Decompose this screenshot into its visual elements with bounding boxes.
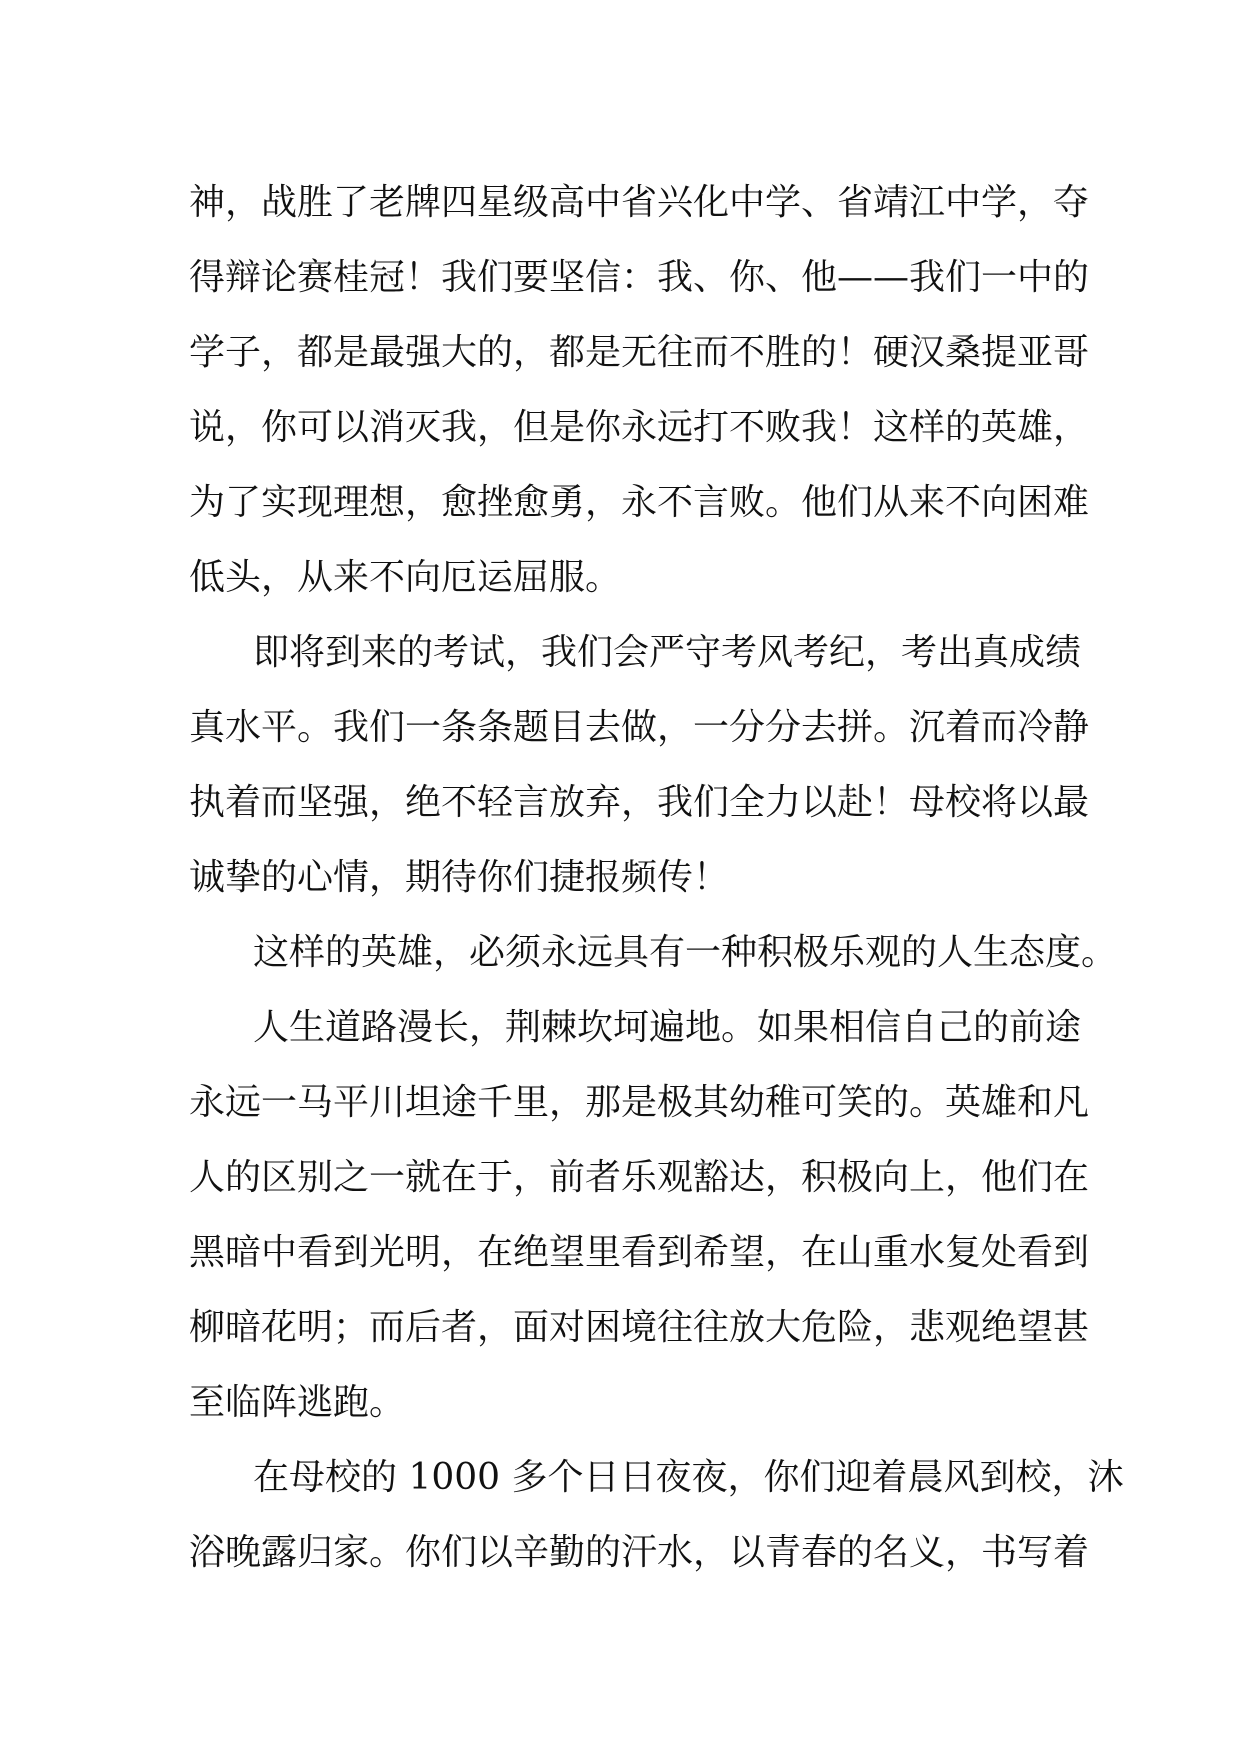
text-line: 诚挚的心情，期待你们捷报频传！ <box>189 857 730 898</box>
text-line: 在母校的 1000 多个日日夜夜，你们迎着晨风到校，沐 <box>253 1457 1124 1498</box>
text-line: 说，你可以消灭我，但是你永远打不败我！这样的英雄， <box>189 407 1090 448</box>
text-line: 得辩论赛桂冠！我们要坚信：我、你、他——我们一中的 <box>189 257 1090 298</box>
text-line: 浴晚露归家。你们以辛勤的汗水，以青春的名义，书写着 <box>189 1532 1090 1573</box>
text-line: 真水平。我们一条条题目去做，一分分去拼。沉着而冷静 <box>189 707 1090 748</box>
paragraph-1 <box>189 165 1090 615</box>
text-line: 至临阵逃跑。 <box>189 1382 406 1423</box>
text-line: 人生道路漫长，荆棘坎坷遍地。如果相信自己的前途 <box>253 1007 1082 1048</box>
text-line: 黑暗中看到光明，在绝望里看到希望，在山重水复处看到 <box>189 1232 1090 1273</box>
text-line: 学子，都是最强大的，都是无往而不胜的！硬汉桑提亚哥 <box>189 332 1090 373</box>
text-line: 这样的英雄，必须永远具有一种积极乐观的人生态度。 <box>253 932 1118 973</box>
document-body <box>189 165 1124 1590</box>
text-line: 人的区别之一就在于，前者乐观豁达，积极向上，他们在 <box>189 1157 1090 1198</box>
text-line: 执着而坚强，绝不轻言放弃，我们全力以赴！母校将以最 <box>189 782 1090 823</box>
text-line: 为了实现理想，愈挫愈勇，永不言败。他们从来不向困难 <box>189 482 1090 523</box>
text-line: 柳暗花明；而后者，面对困境往往放大危险，悲观绝望甚 <box>189 1307 1090 1348</box>
paragraph-4 <box>189 990 1090 1440</box>
text-line: 永远一马平川坦途千里，那是极其幼稚可笑的。英雄和凡 <box>189 1082 1090 1123</box>
text-line: 神，战胜了老牌四星级高中省兴化中学、省靖江中学，夺 <box>189 182 1090 223</box>
paragraph-3 <box>189 915 1118 990</box>
text-line: 低头，从来不向厄运屈服。 <box>189 557 622 598</box>
paragraph-2 <box>189 615 1090 915</box>
paragraph-5 <box>189 1440 1124 1590</box>
text-line: 即将到来的考试，我们会严守考风考纪，考出真成绩 <box>253 632 1082 673</box>
